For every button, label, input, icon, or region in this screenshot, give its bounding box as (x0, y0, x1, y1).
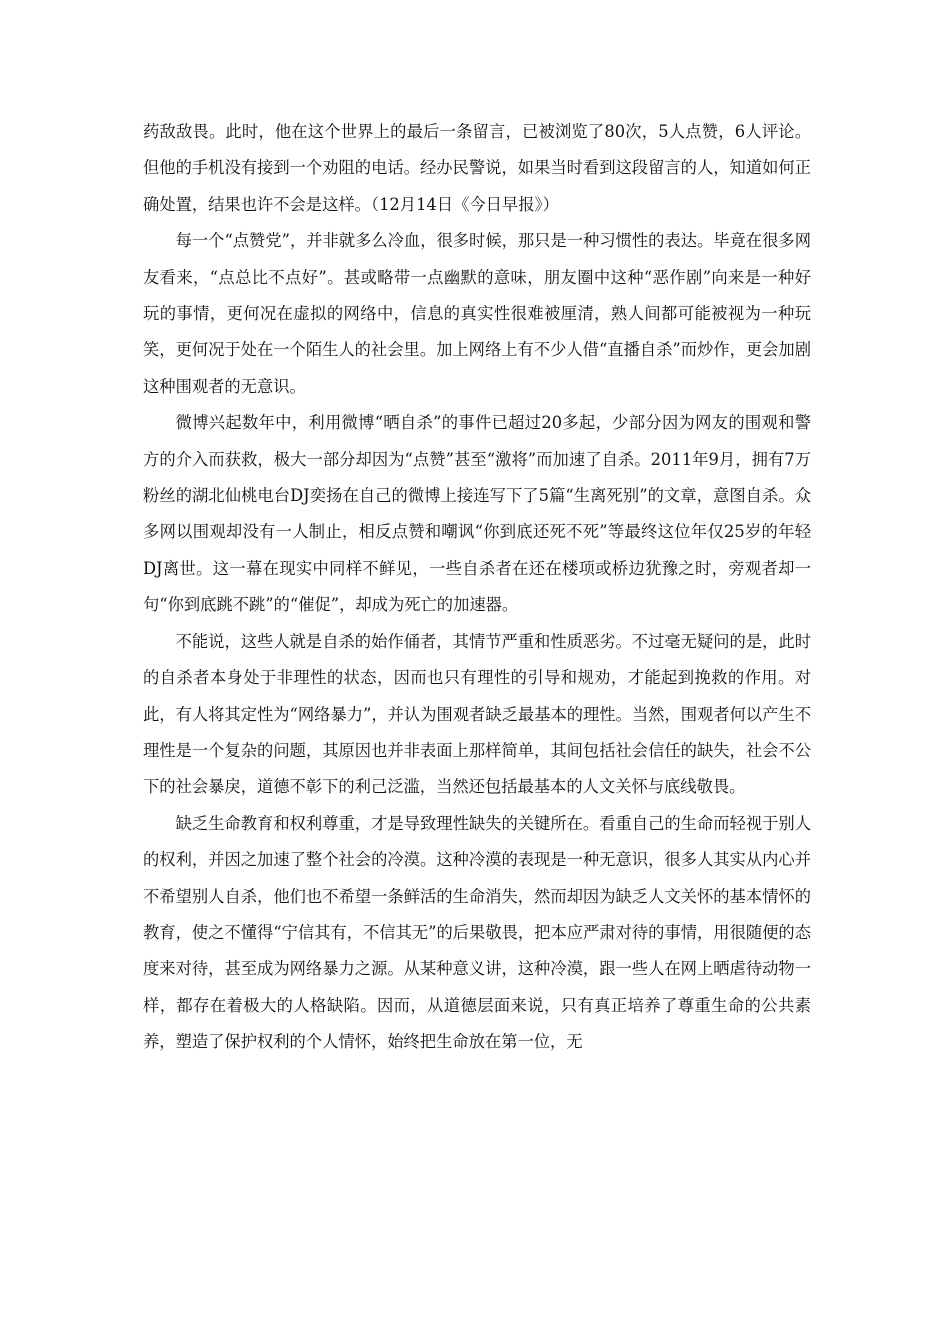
article-body (143, 114, 811, 1061)
paragraph-1: 药敌敌畏。此时，他在这个世界上的最后一条留言，已被浏览了80次，5人点赞，6人评论。但他的手机没有接到一个劝阻的电话。经办民警说，如果当时看到这段留言的人，知道如何正确处置，结果也许不会是这样。（12月14日《今日早报》） (143, 122, 811, 214)
paragraph-5: 缺乏生命教育和权利尊重，才是导致理性缺失的关键所在。看重自己的生命而轻视于别人的权利，并因之加速了整个社会的冷漠。这种冷漠的表现是一种无意识，很多人其实从内心并不希望别人自杀，他们也不希望一条鲜活的生命消失，然而却因为缺乏人文关怀的基本情怀的教育，使之不懂得“宁信其有，不信其无”的后果敬畏，把本应严肃对待的事情，用很随便的态度来对待，甚至成为网络暴力之源。从某种意义讲，这种冷漠，跟一些人在网上晒虐待动物一样，都存在着极大的人格缺陷。因而，从道德层面来说，只有真正培养了尊重生命的公共素养，塑造了保护权利的个人情怀，始终把生命放在第一位，无 (143, 813, 811, 1052)
paragraph-4: 不能说，这些人就是自杀的始作俑者，其情节严重和性质恶劣。不过毫无疑问的是，此时的自杀者本身处于非理性的状态，因而也只有理性的引导和规劝，才能起到挽救的作用。对此，有人将其定性为“网络暴力”，并认为围观者缺乏最基本的理性。当然，围观者何以产生不理性是一个复杂的问题，其原因也并非表面上那样简单，其间包括社会信任的缺失，社会不公下的社会暴戾，道德不彰下的利己泛滥，当然还包括最基本的人文关怀与底线敬畏。 (143, 631, 811, 797)
paragraph-2: 每一个“点赞党”，并非就多么冷血，很多时候，那只是一种习惯性的表达。毕竟在很多网友看来，“点总比不点好”。甚或略带一点幽默的意味，朋友圈中这种“恶作剧”向来是一种好玩的事情，更何况在虚拟的网络中，信息的真实性很难被厘清，熟人间都可能被视为一种玩笑，更何况于处在一个陌生人的社会里。加上网络上有不少人借“直播自杀”而炒作，更会加剧这种围观者的无意识。 (143, 231, 811, 396)
paragraph-3: 微博兴起数年中，利用微博“晒自杀”的事件已超过20多起，少部分因为网友的围观和警方的介入而获救，极大一部分却因为“点赞”甚至“激将”而加速了自杀。2011年9月，拥有7万粉丝的湖北仙桃电台DJ奕扬在自己的微博上接连写下了5篇“生离死别”的文章，意图自杀。众多网以围观却没有一人制止，相反点赞和嘲讽“你到底还死不死”等最终这位年仅25岁的年轻DJ离世。这一幕在现实中同样不鲜见，一些自杀者在还在楼项或桥边犹豫之时，旁观者却一句“你到底跳不跳”的“催促”，却成为死亡的加速器。 (143, 413, 811, 615)
